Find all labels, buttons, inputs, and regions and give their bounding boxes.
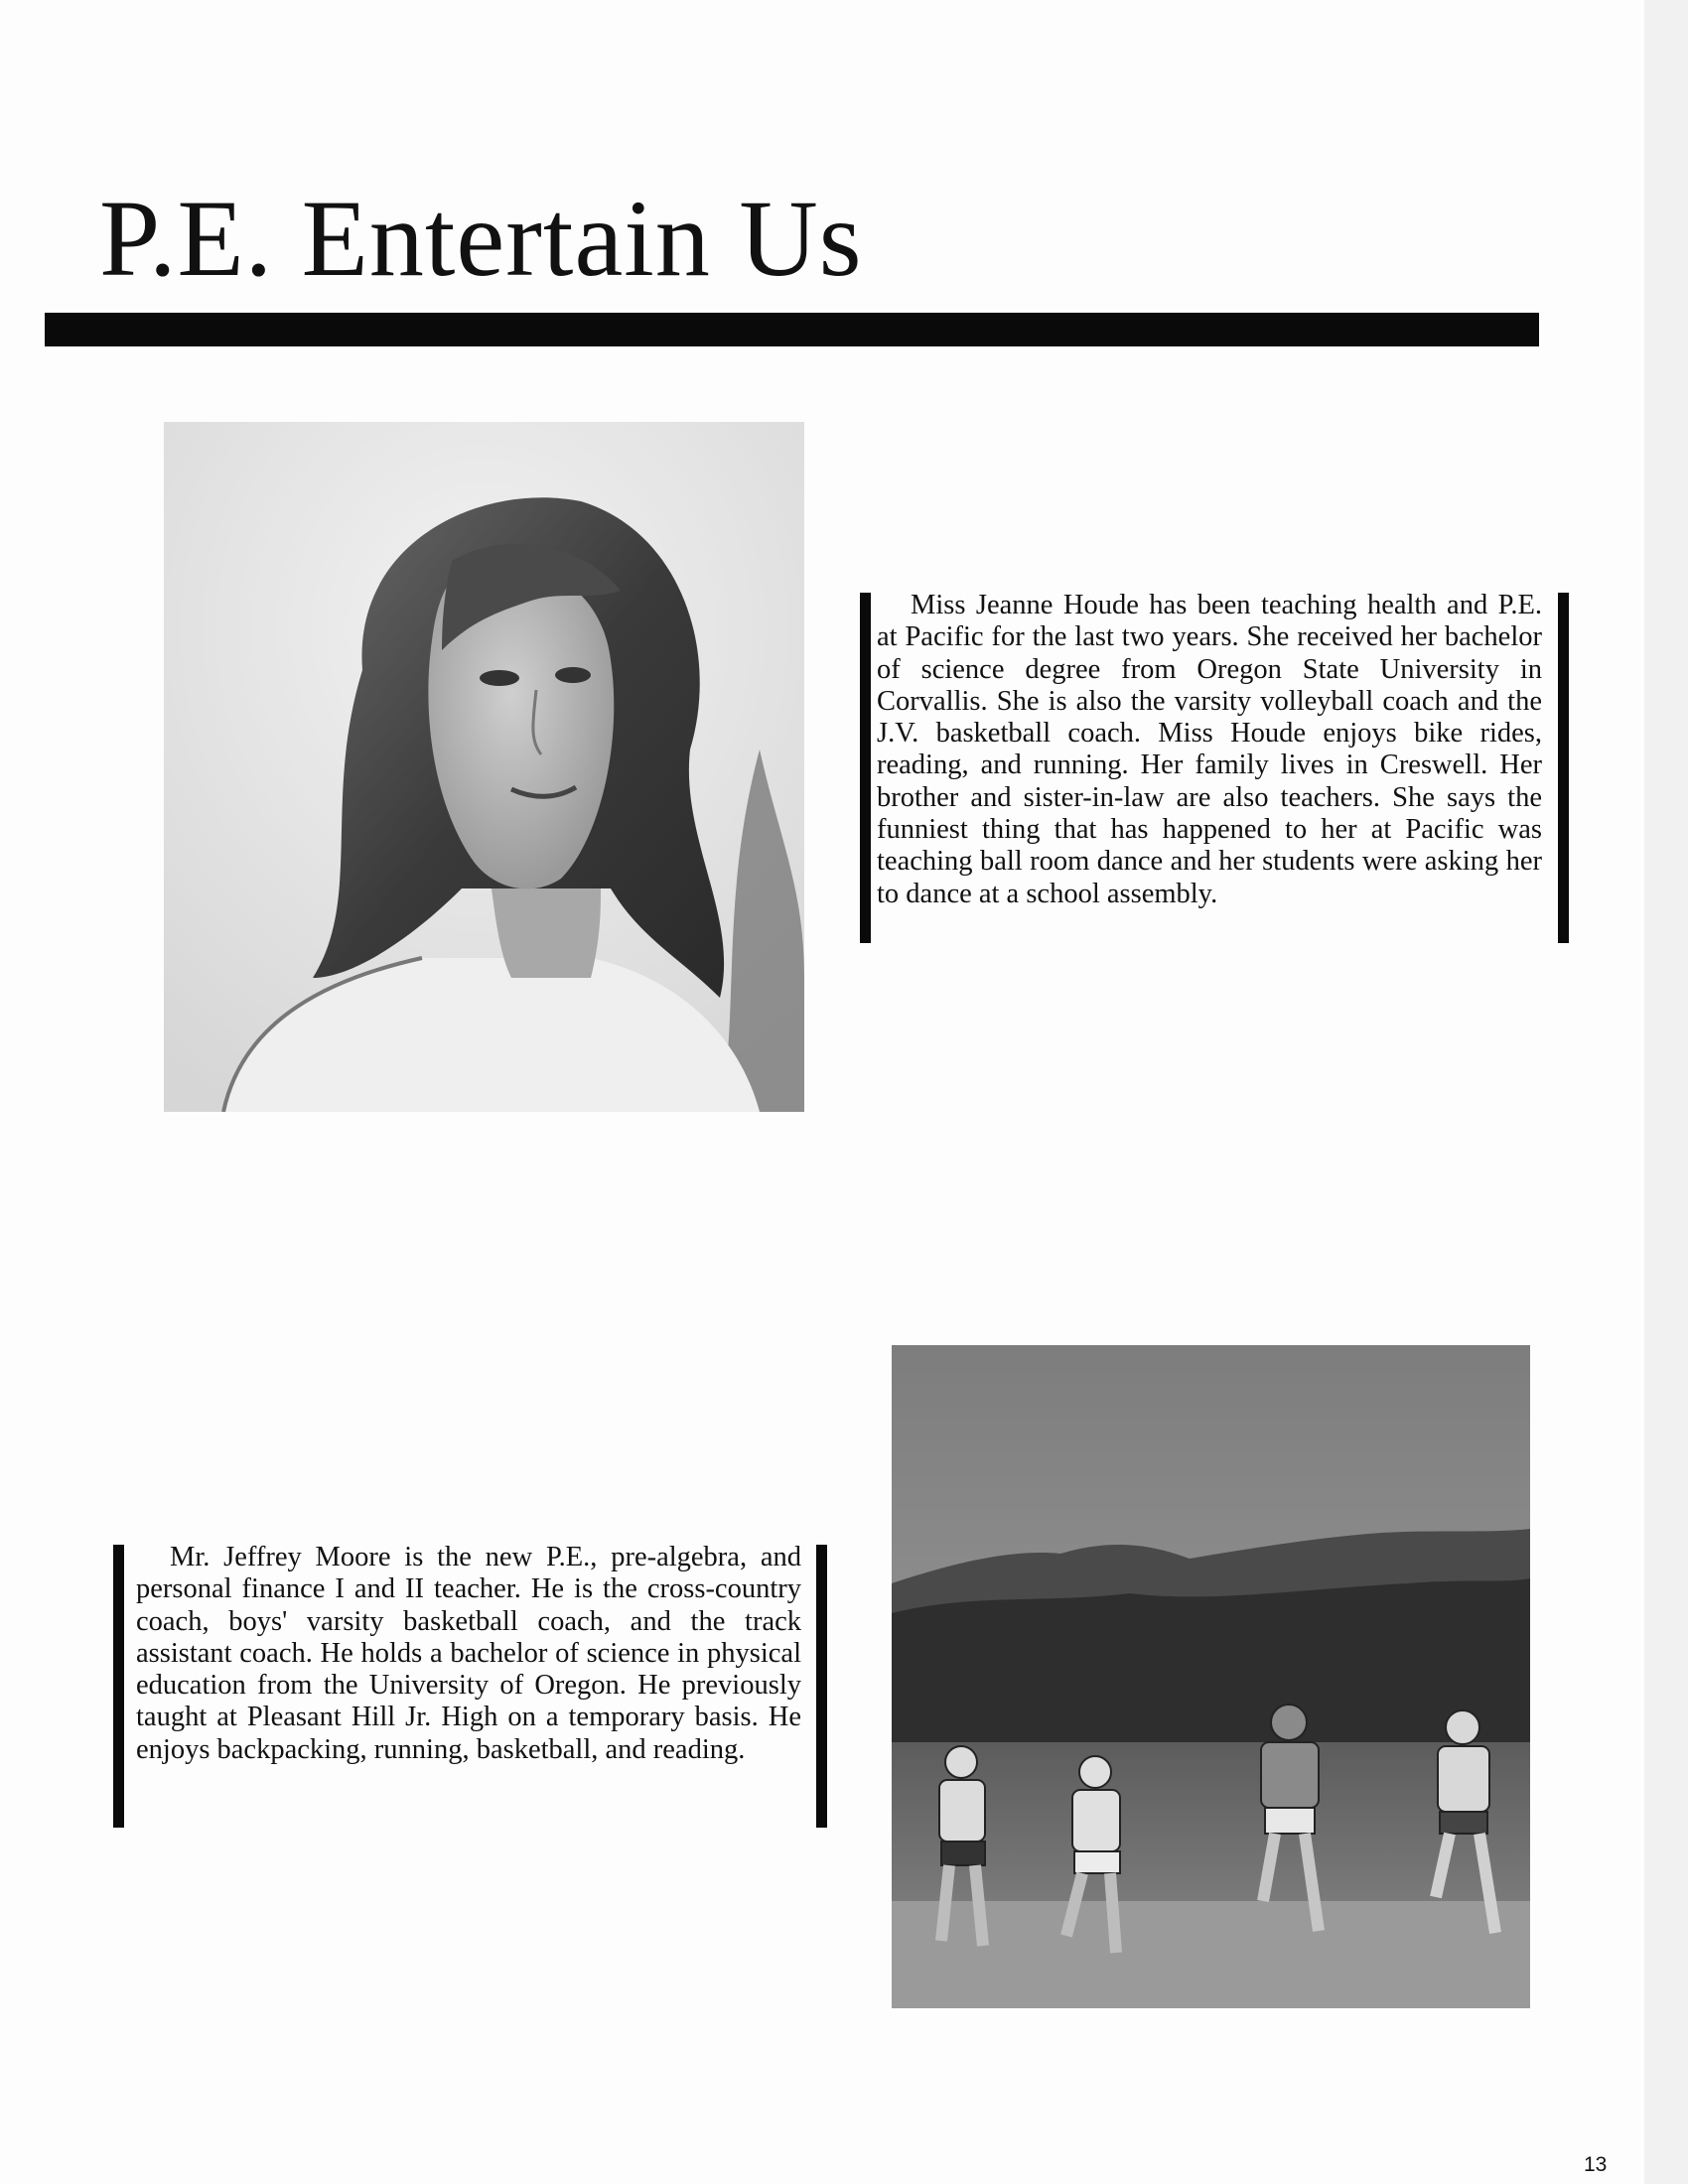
page-title: P.E. Entertain Us xyxy=(99,178,863,299)
portrait-photo xyxy=(164,422,804,1112)
title-rule xyxy=(45,313,1539,346)
moore-bio-block xyxy=(136,1542,801,1766)
moore-bio-text: Mr. Jeffrey Moore is the new P.E., pre-algebra, and personal finance I and II teacher. He is the cross-country coach, boys' varsity basketball coach, and the track assistant coach. He holds a bachelor of science in physical education from the University of Oregon. He previously taught at Pleasant Hill Jr. High on a temporary basis. He enjoys backpacking, running, basketball, and reading. xyxy=(136,1542,801,1765)
houde-bio-block xyxy=(877,590,1542,910)
bio-bar-left xyxy=(113,1545,124,1828)
bio-bar-right xyxy=(816,1545,827,1828)
runners-photo xyxy=(892,1345,1530,2008)
page-edge-shadow xyxy=(1644,0,1688,2184)
page-number: 13 xyxy=(1584,2153,1608,2176)
houde-bio-text: Miss Jeanne Houde has been teaching health and P.E. at Pacific for the last two years. She received her bachelor of science degree from Oregon State University in Corvallis. She is also the varsity volleyball coach and the J.V. basketball coach. Miss Houde enjoys bike rides, reading, and running. Her family lives in Creswell. Her brother and sister-in-law are also teachers. She says the funniest thing that has happened to her at Pacific was teaching ball room dance and her students were asking her to dance at a school assembly. xyxy=(877,590,1542,909)
bio-bar-left xyxy=(860,593,871,943)
bio-bar-right xyxy=(1558,593,1569,943)
